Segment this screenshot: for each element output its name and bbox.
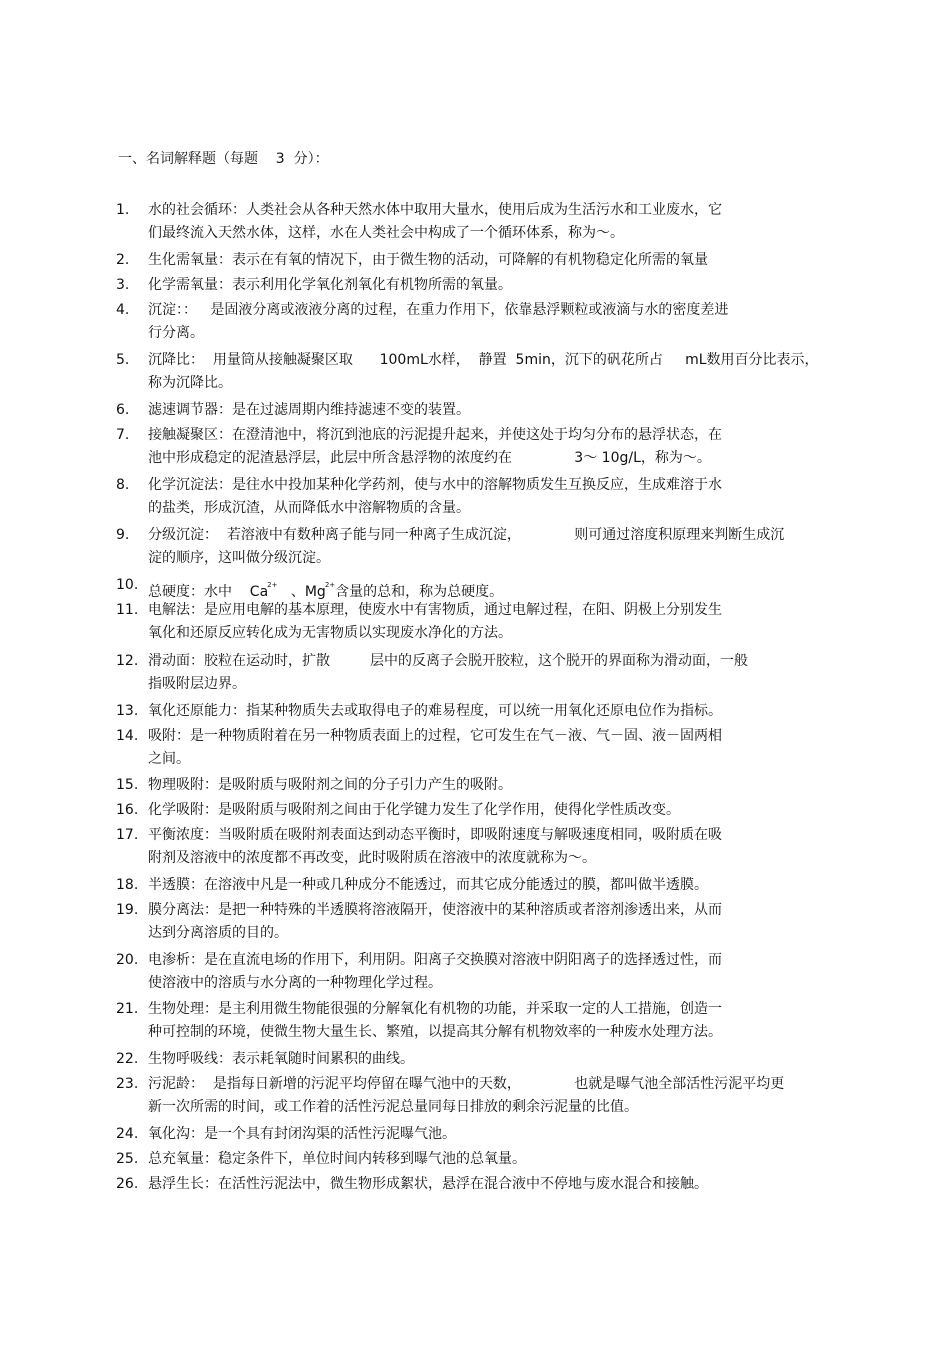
item-text: 分级沉淀： 若溶液中有数种离子能与同一种离子生成沉淀， 则可通过溶度积原理来判断生成沉 [148,527,785,543]
item-text: 生物处理：是主利用微生物能很强的分解氧化有机物的功能，并采取一定的人工措施，创造一 [148,1001,722,1017]
item-number: 18. [116,877,139,893]
list-item [116,1123,816,1146]
item-text: 氧化还原能力：指某种物质失去或取得电子的难易程度，可以统一用氧化还原电位作为指标。 [148,703,722,719]
list-item [116,650,816,695]
section-heading: 一、名词解释题（每题 3 分）： [118,151,329,167]
item-text: 悬浮生长：在活性污泥法中，微生物形成絮状，悬浮在混合液中不停地与废水混合和接触。 [148,1176,708,1192]
item-number: 11. [116,602,139,618]
item-text: 膜分离法：是把一种特殊的半透膜将溶液隔开，使溶液中的某种溶质或者溶剂渗透出来，从而 [148,902,722,918]
charge-superscript: 2+ [324,581,336,589]
magnesium-ion-text: 、Mg [277,584,326,600]
item-number: 2. [116,252,130,268]
item-number: 25. [116,1151,139,1167]
item-text: 半透膜：在溶液中凡是一种或几种成分不能透过，而其它成分能透过的膜，都叫做半透膜。 [148,877,708,893]
item-text: 化学吸附：是吸附质与吸附剂之间由于化学键力发生了化学作用，使得化学性质改变。 [148,802,680,818]
list-item [116,1173,816,1196]
item-text: 总充氧量：稳定条件下，单位时间内转移到曝气池的总氧量。 [148,1151,526,1167]
item-text: 附剂及溶液中的浓度都不再改变，此时吸附质在溶液中的浓度就称为～。 [148,849,596,866]
item-number: 23. [116,1076,139,1092]
list-item [116,599,816,644]
item-text: 池中形成稳定的泥渣悬浮层，此层中所含悬浮物的浓度约在 3～ 10g/L，称为～。 [148,449,711,466]
item-text: 氧化沟：是一个具有封闭沟渠的活性污泥曝气池。 [148,1126,456,1142]
list-item [116,824,816,869]
item-text: 淀的顺序，这叫做分级沉淀。 [148,549,330,566]
item-number: 9. [116,527,130,543]
list-item [116,199,816,244]
item-number: 21. [116,1001,139,1017]
item-text: 吸附：是一种物质附着在另一种物质表面上的过程，它可发生在气－液、气－固、液－固两相 [148,728,722,744]
item-number: 7. [116,427,130,443]
item-number: 16. [116,802,139,818]
list-item [116,424,816,469]
item-number: 5. [116,352,130,368]
item-text: 化学沉淀法：是往水中投加某种化学药剂，使与水中的溶解物质发生互换反应，生成难溶于水 [148,477,722,493]
item-text: 物理吸附：是吸附质与吸附剂之间的分子引力产生的吸附。 [148,777,512,793]
list-item [116,700,816,723]
item-number: 15. [116,777,139,793]
item-text: 滑动面：胶粒在运动时，扩散 层中的反离子会脱开胶粒，这个脱开的界面称为滑动面，一般 [148,653,749,669]
charge-superscript: 2+ [267,581,278,589]
list-item [116,998,816,1043]
item-text: 达到分离溶质的目的。 [148,924,288,941]
item-text: 沉淀：： 是固液分离或液液分离的过程，在重力作用下，依靠悬浮颗粒或液滴与水的密度差进 [148,302,729,318]
list-item [116,274,816,297]
item-number: 10. [116,577,139,593]
list-item [116,949,816,994]
item-number: 13. [116,703,139,719]
item-text: 污泥龄： 是指每日新增的污泥平均停留在曝气池中的天数， 也就是曝气池全部活性污泥平均更 [148,1076,785,1092]
list-item [116,1048,816,1071]
item-text: 接触凝聚区：在澄清池中，将沉到池底的污泥提升起来，并使这处于均匀分布的悬浮状态，在 [148,427,722,443]
list-item [116,899,816,944]
item-text: 使溶液中的溶质与水分离的一种物理化学过程。 [148,974,442,991]
item-text: 化学需氧量：表示利用化学氧化剂氧化有机物所需的氧量。 [148,277,512,293]
list-item [116,1148,816,1171]
item-text: 之间。 [148,750,190,767]
item-number: 22. [116,1051,139,1067]
item-number: 12. [116,653,139,669]
item-number: 4. [116,302,130,318]
item-number: 20. [116,952,139,968]
list-item [116,299,816,344]
item-number: 3. [116,277,130,293]
list-item [116,399,816,422]
item-text: 指吸附层边界。 [148,675,246,692]
item-number: 19. [116,902,139,918]
calcium-ion-text: 总硬度：水中 Ca [148,584,269,600]
item-number: 1. [116,202,130,218]
list-item [116,774,816,797]
item-text: 电渗析：是在直流电场的作用下，利用阴。阳离子交换膜对溶液中阴阳离子的选择透过性，而 [148,952,722,968]
item-text: 生物呼吸线：表示耗氧随时间累积的曲线。 [148,1051,414,1067]
list-item [116,349,819,394]
item-number: 14. [116,728,139,744]
item-text: 新一次所需的时间，或工作着的活性污泥总量同每日排放的剩余污泥量的比值。 [148,1098,638,1115]
item-text: 氧化和还原反应转化成为无害物质以实现废水净化的方法。 [148,624,512,641]
list-item [116,474,816,519]
item-text: 的盐类，形成沉渣，从而降低水中溶解物质的含量。 [148,499,470,516]
item-text: 电解法：是应用电解的基本原理，使废水中有害物质，通过电解过程，在阳、阴极上分别发生 [148,602,722,618]
item-text: 行分离。 [148,324,204,341]
item-text: 生化需氧量：表示在有氧的情况下，由于微生物的活动，可降解的有机物稳定化所需的氧量 [148,252,708,268]
list-item [116,249,816,272]
item-number: 8. [116,477,130,493]
item-number: 26. [116,1176,139,1192]
list-item [116,1073,816,1118]
list-item [116,799,816,822]
item-number: 17. [116,827,139,843]
item-text: 种可控制的环境，使微生物大量生长、繁殖，以提高其分解有机物效率的一种废水处理方法。 [148,1023,722,1040]
item-text: 滤速调节器：是在过滤周期内维持滤速不变的装置。 [148,402,470,418]
item-number: 6. [116,402,130,418]
item-text: 平衡浓度：当吸附质在吸附剂表面达到动态平衡时，即吸附速度与解吸速度相同，吸附质在吸 [148,827,722,843]
item-number: 24. [116,1126,139,1142]
item-text: 沉降比： 用量筒从接触凝聚区取 100mL水样， 静置 5min，沉下的矾花所占 mL数用百分比表示， [148,352,819,368]
item-text: 称为沉降比。 [148,374,232,391]
item-text: 水的社会循环：人类社会从各种天然水体中取用大量水，使用后成为生活污水和工业废水，它 [148,202,722,218]
list-item [116,725,816,770]
list-item [116,874,816,897]
list-item [116,524,816,569]
item-text-tail: 含量的总和，称为总硬度。 [335,584,504,600]
item-text: 们最终流入天然水体，这样，水在人类社会中构成了一个循环体系，称为～。 [148,224,624,241]
